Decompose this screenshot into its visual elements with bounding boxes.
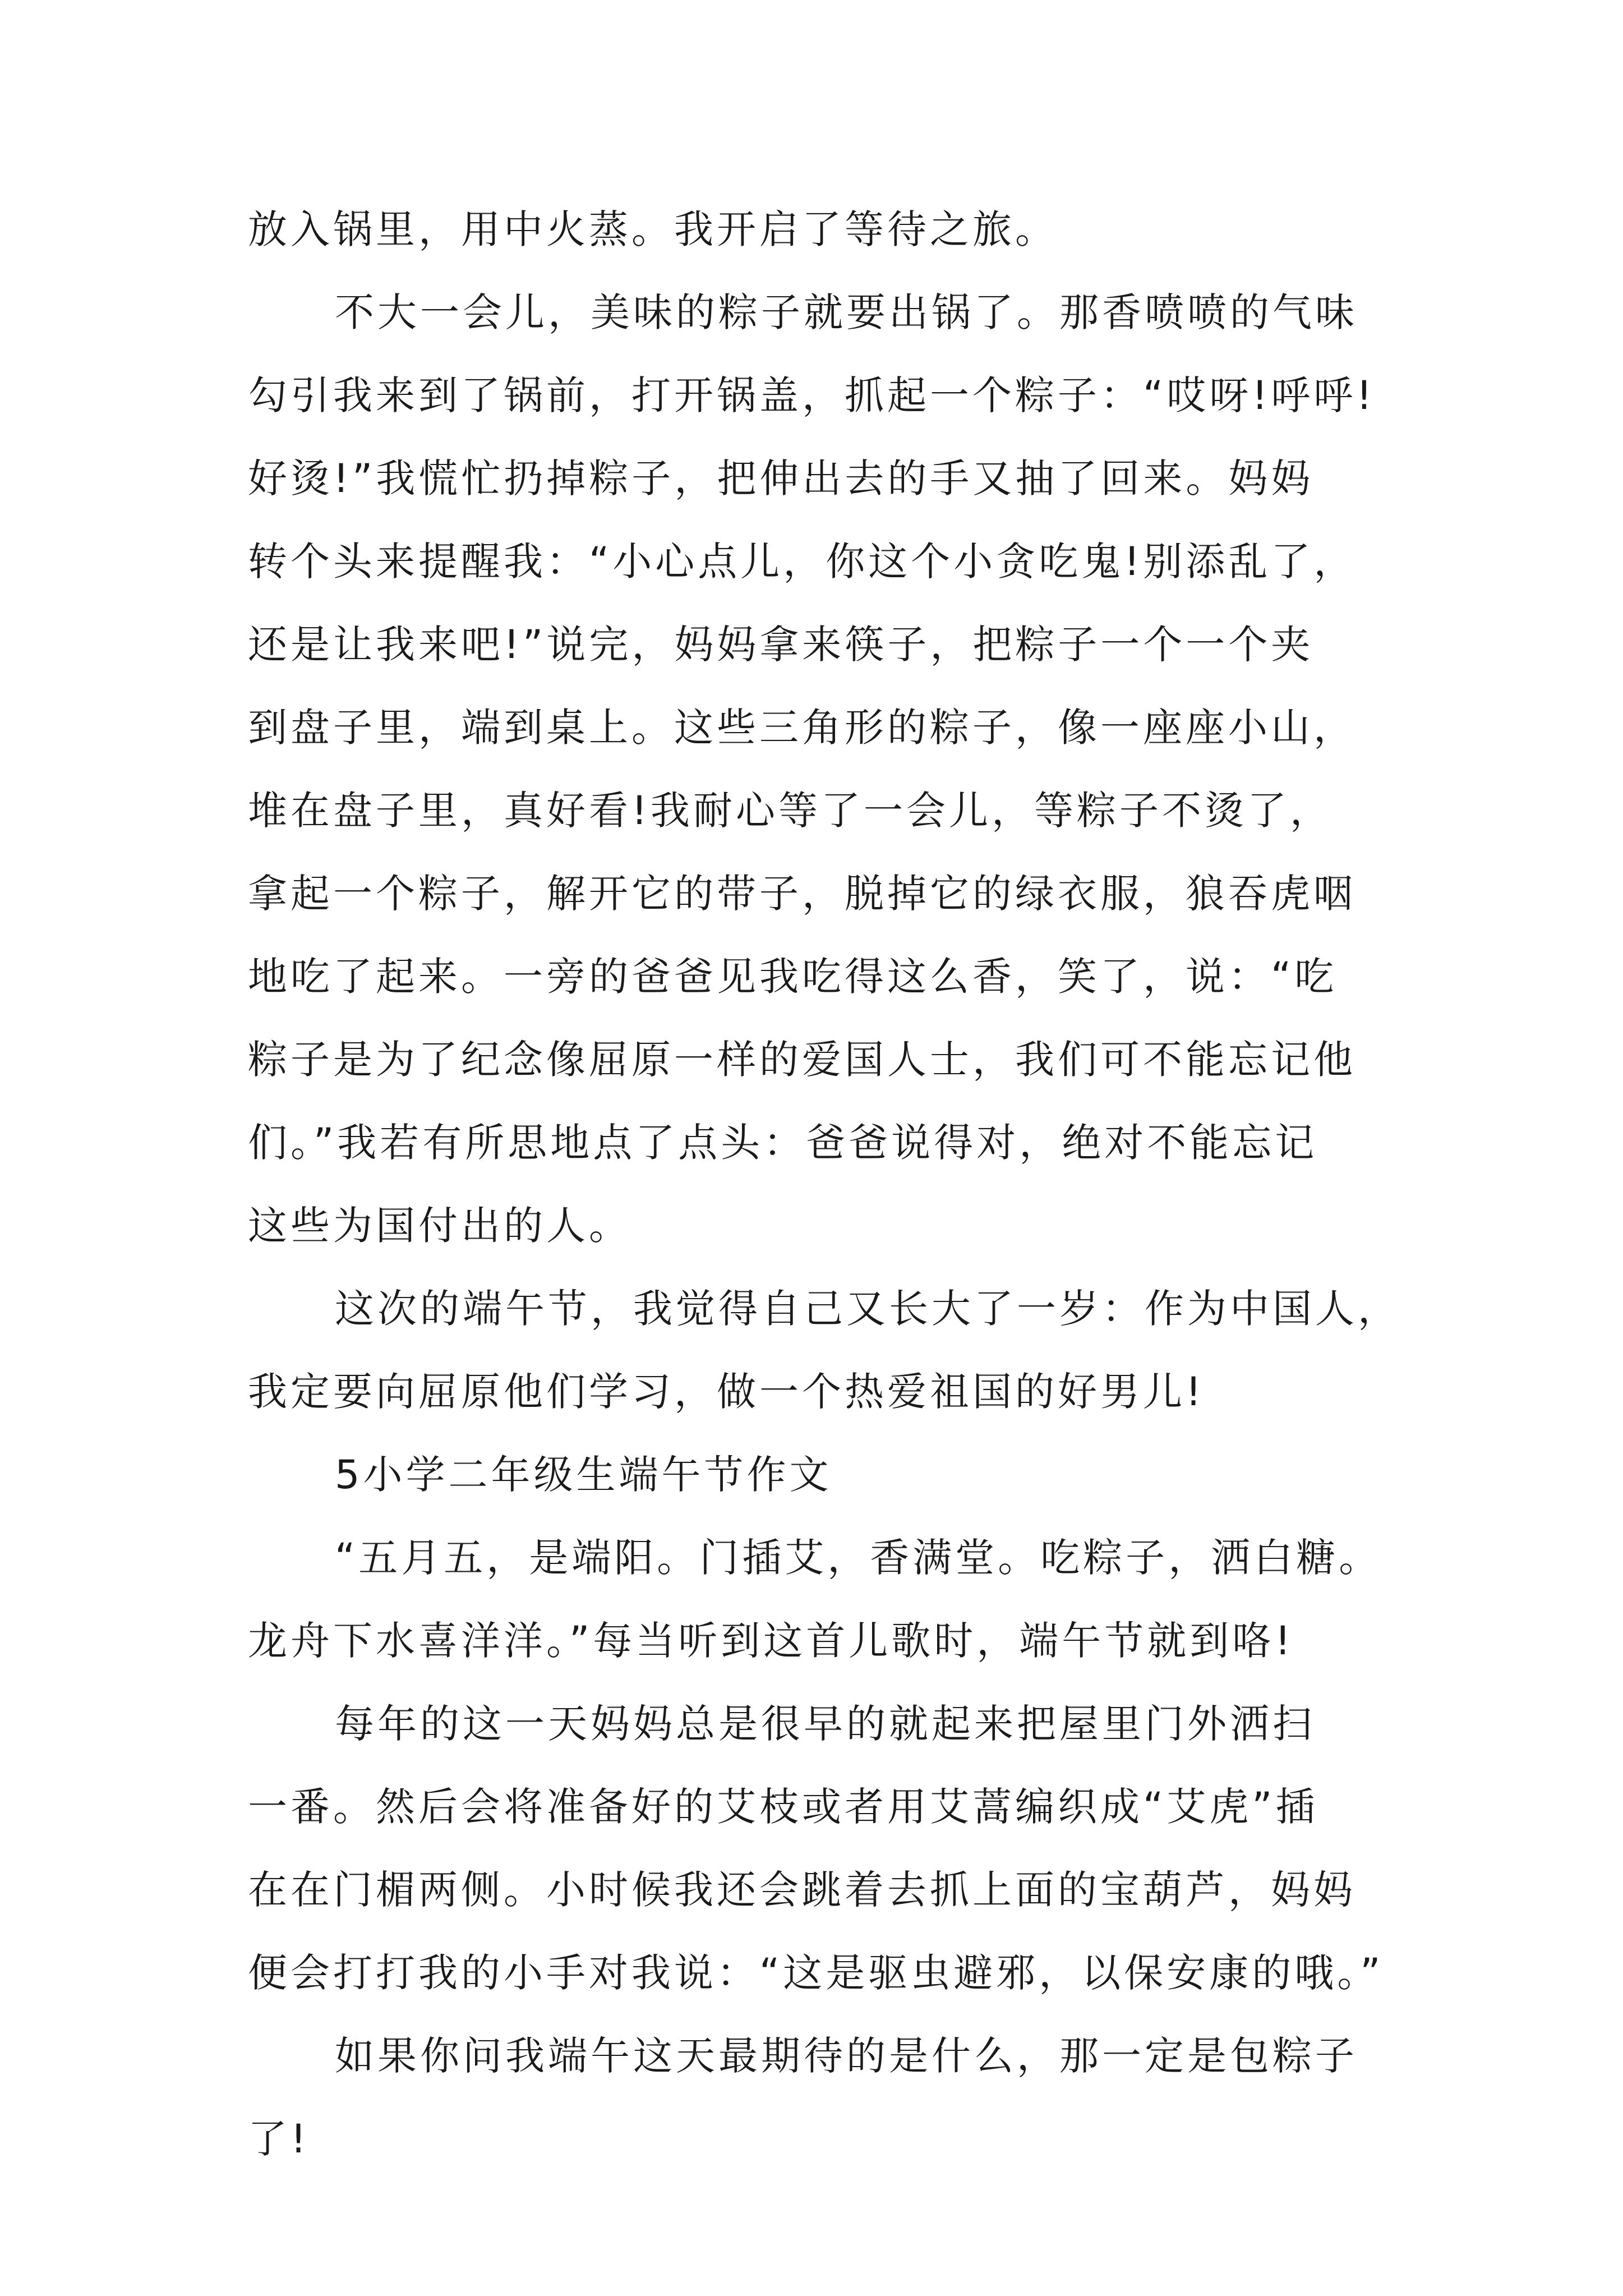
paragraph-start-line: 每年的这一天妈妈总是很早的就起来把屋里门外洒扫 xyxy=(335,1701,1315,1747)
paragraph-start-line: “五月五，是端阳。门插艾，香满堂。吃粽子，洒白糖。 xyxy=(335,1535,1382,1581)
text-line: 好烫!”我慌忙扔掉粽子，把伸出去的手又抽了回来。妈妈 xyxy=(248,455,1314,501)
text-line: 了! xyxy=(248,2116,310,2162)
text-line: 放入锅里，用中火蒸。我开启了等待之旅。 xyxy=(248,206,1058,252)
text-line: 粽子是为了纪念像屈原一样的爱国人士，我们可不能忘记他 xyxy=(248,1037,1356,1083)
text-line: 龙舟下水喜洋洋。”每当听到这首儿歌时，端午节就到咯! xyxy=(248,1618,1294,1664)
text-line: 便会打打我的小手对我说：“这是驱虫避邪，以保安康的哦。” xyxy=(248,1950,1384,1996)
section-heading: 5小学二年级生端午节作文 xyxy=(335,1452,832,1498)
text-line: 还是让我来吧!”说完，妈妈拿来筷子，把粽子一个一个夹 xyxy=(248,622,1314,668)
text-line: 地吃了起来。一旁的爸爸见我吃得这么香，笑了，说：“吃 xyxy=(248,954,1338,1000)
text-line: 在在门楣两侧。小时候我还会跳着去抓上面的宝葫芦，妈妈 xyxy=(248,1867,1356,1913)
text-line: 一番。然后会将准备好的艾枝或者用艾蒿编织成“艾虎”插 xyxy=(248,1784,1318,1830)
text-line: 我定要向屈原他们学习，做一个热爱祖国的好男儿! xyxy=(248,1369,1205,1415)
text-line: 们。”我若有所思地点了点头：爸爸说得对，绝对不能忘记 xyxy=(248,1120,1318,1166)
paragraph-start-line: 不大一会儿，美味的粽子就要出锅了。那香喷喷的气味 xyxy=(335,289,1358,335)
text-line: 勾引我来到了锅前，打开锅盖，抓起一个粽子：“哎呀!呼呼! xyxy=(248,372,1376,418)
paragraph-start-line: 如果你问我端午这天最期待的是什么，那一定是包粽子 xyxy=(335,2033,1358,2079)
text-line: 堆在盘子里，真好看!我耐心等了一会儿，等粽子不烫了， xyxy=(248,788,1333,834)
text-line: 转个头来提醒我：“小心点儿，你这个小贪吃鬼!别添乱了， xyxy=(248,539,1357,585)
paragraph-start-line: 这次的端午节，我觉得自己又长大了一岁：作为中国人， xyxy=(335,1286,1400,1332)
text-line: 拿起一个粽子，解开它的带子，脱掉它的绿衣服，狼吞虎咽 xyxy=(248,871,1356,917)
text-line: 这些为国付出的人。 xyxy=(248,1203,631,1249)
text-line: 到盘子里，端到桌上。这些三角形的粽子，像一座座小山， xyxy=(248,705,1356,751)
essay-body xyxy=(248,188,1437,2180)
